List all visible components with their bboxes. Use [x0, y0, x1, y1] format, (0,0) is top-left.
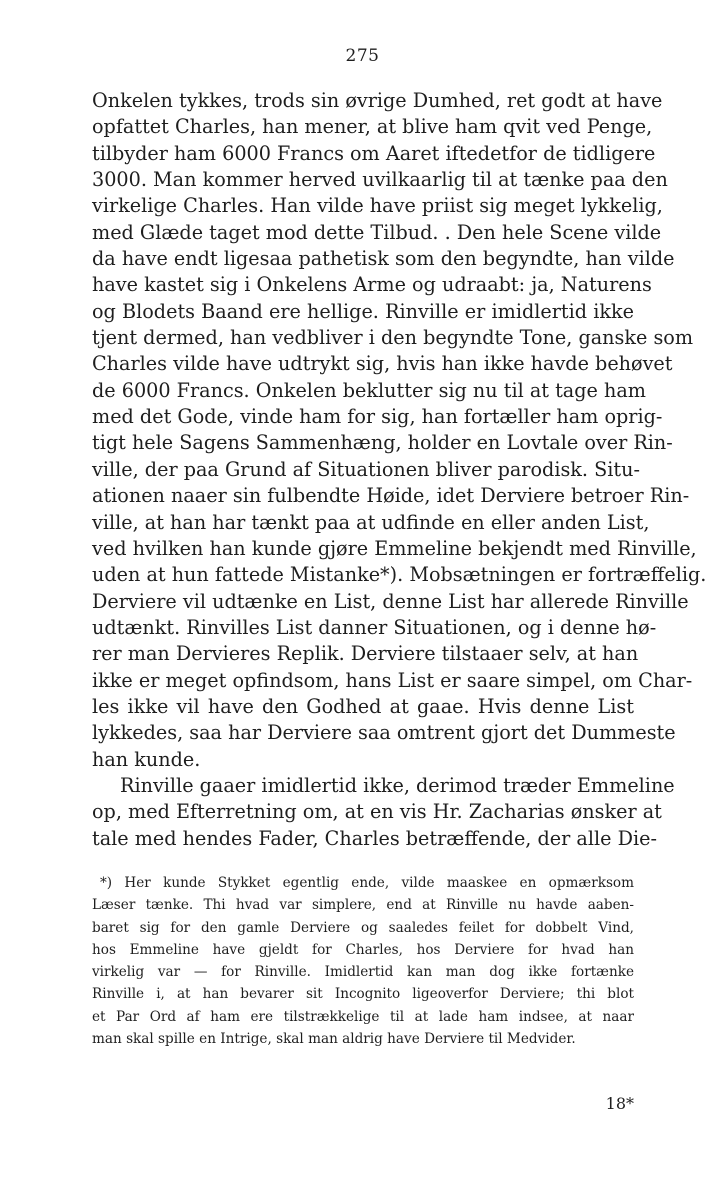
text-line: ville, at han har tænkt paa at udfinde en eller anden List, — [92, 510, 650, 534]
text-line: have kastet sig i Onkelens Arme og udraabt: ja, Naturens — [92, 273, 652, 297]
main-text — [92, 88, 707, 852]
text-line: tale med hendes Fader, Charles betræffende, der alle Die- — [92, 826, 657, 850]
text-line: lykkedes, saa har Derviere saa omtrent gjort det Dummeste — [92, 721, 676, 745]
text-line: op, med Efterretning om, at en vis Hr. Zacharias ønsker at — [92, 800, 662, 824]
footnote-line: *) Her kunde Stykket egentlig ende, vilde maaskee en opmærksom — [100, 875, 634, 891]
footnote-line: baret sig for den gamle Derviere og saaledes feilet for dobbelt Vind, — [92, 919, 634, 936]
text-line: da have endt ligesaa pathetisk som den begyndte, han vilde — [92, 247, 675, 271]
page-number: 275 — [345, 46, 380, 66]
text-line: og Blodets Baand ere hellige. Rinville er imidlertid ikke — [92, 299, 634, 323]
text-line: ved hvilken han kunde gjøre Emmeline bekjendt med Rinville, — [92, 536, 697, 560]
text-line: tigt hele Sagens Sammenhæng, holder en Lovtale over Rin- — [92, 431, 673, 455]
text-line: ationen naaer sin fulbendte Høide, idet Derviere betroer Rin- — [92, 484, 690, 508]
footnote-line: et Par Ord af ham ere tilstrækkelige til at lade ham indsee, at naar — [92, 1008, 634, 1025]
text-line-paragraph-end: han kunde. — [92, 747, 201, 771]
text-line: virkelige Charles. Han vilde have priist sig meget lykkelig, — [92, 194, 663, 218]
text-line: les ikke vil have den Godhed at gaae. Hvis denne List — [92, 694, 634, 718]
text-line: uden at hun fattede Mistanke*). Mobsætningen er fortræffelig. — [92, 563, 707, 587]
signature-mark: 18* — [605, 1094, 634, 1113]
footnote-line: virkelig var — for Rinville. Imidlertid kan man dog ikke fortænke — [92, 964, 634, 981]
text-line: udtænkt. Rinvilles List danner Situationen, og i denne hø- — [92, 615, 657, 639]
text-line: 3000. Man kommer herved uvilkaarlig til at tænke paa den — [92, 168, 668, 192]
text-line: Onkelen tykkes, trods sin øvrige Dumhed, ret godt at have — [92, 89, 663, 112]
footnote-line: Læser tænke. Thi hvad var simplere, end at Rinville nu havde aaben- — [92, 897, 634, 914]
text-line: ville, der paa Grund af Situationen bliver parodisk. Situ- — [92, 457, 640, 481]
text-line: tjent dermed, han vedbliver i den begyndte Tone, ganske som — [92, 326, 694, 350]
text-line: med det Gode, vinde ham for sig, han fortæller ham oprig- — [92, 405, 663, 429]
text-line: Derviere vil udtænke en List, denne List har allerede Rinville — [92, 589, 689, 613]
text-line: opfattet Charles, han mener, at blive ham qvit ved Penge, — [92, 115, 653, 139]
footnote-line: hos Emmeline have gjeldt for Charles, hos Derviere for hvad han — [92, 941, 634, 958]
text-line: rer man Dervieres Replik. Derviere tilstaaer selv, at han — [92, 642, 639, 666]
footnote-line: Rinville i, at han bevarer sit Incognito ligeoverfor Derviere; thi blot — [92, 986, 634, 1003]
text-line: de 6000 Francs. Onkelen beklutter sig nu til at tage ham — [92, 378, 646, 402]
text-line: tilbyder ham 6000 Francs om Aaret iftedetfor de tidligere — [92, 141, 656, 165]
text-line: med Glæde taget mod dette Tilbud. . Den hele Scene vilde — [92, 220, 662, 244]
text-line: ikke er meget opfindsom, hans List er saare simpel, om Char- — [92, 668, 693, 692]
text-line: Charles vilde have udtrykt sig, hvis han ikke havde behøvet — [92, 352, 673, 376]
footnote — [92, 872, 634, 1050]
text-line-paragraph-start: Rinville gaaer imidlertid ikke, derimod træder Emmeline — [120, 773, 675, 797]
footnote-line: man skal spille en Intrige, skal man aldrig have Derviere til Medvider. — [92, 1031, 576, 1048]
